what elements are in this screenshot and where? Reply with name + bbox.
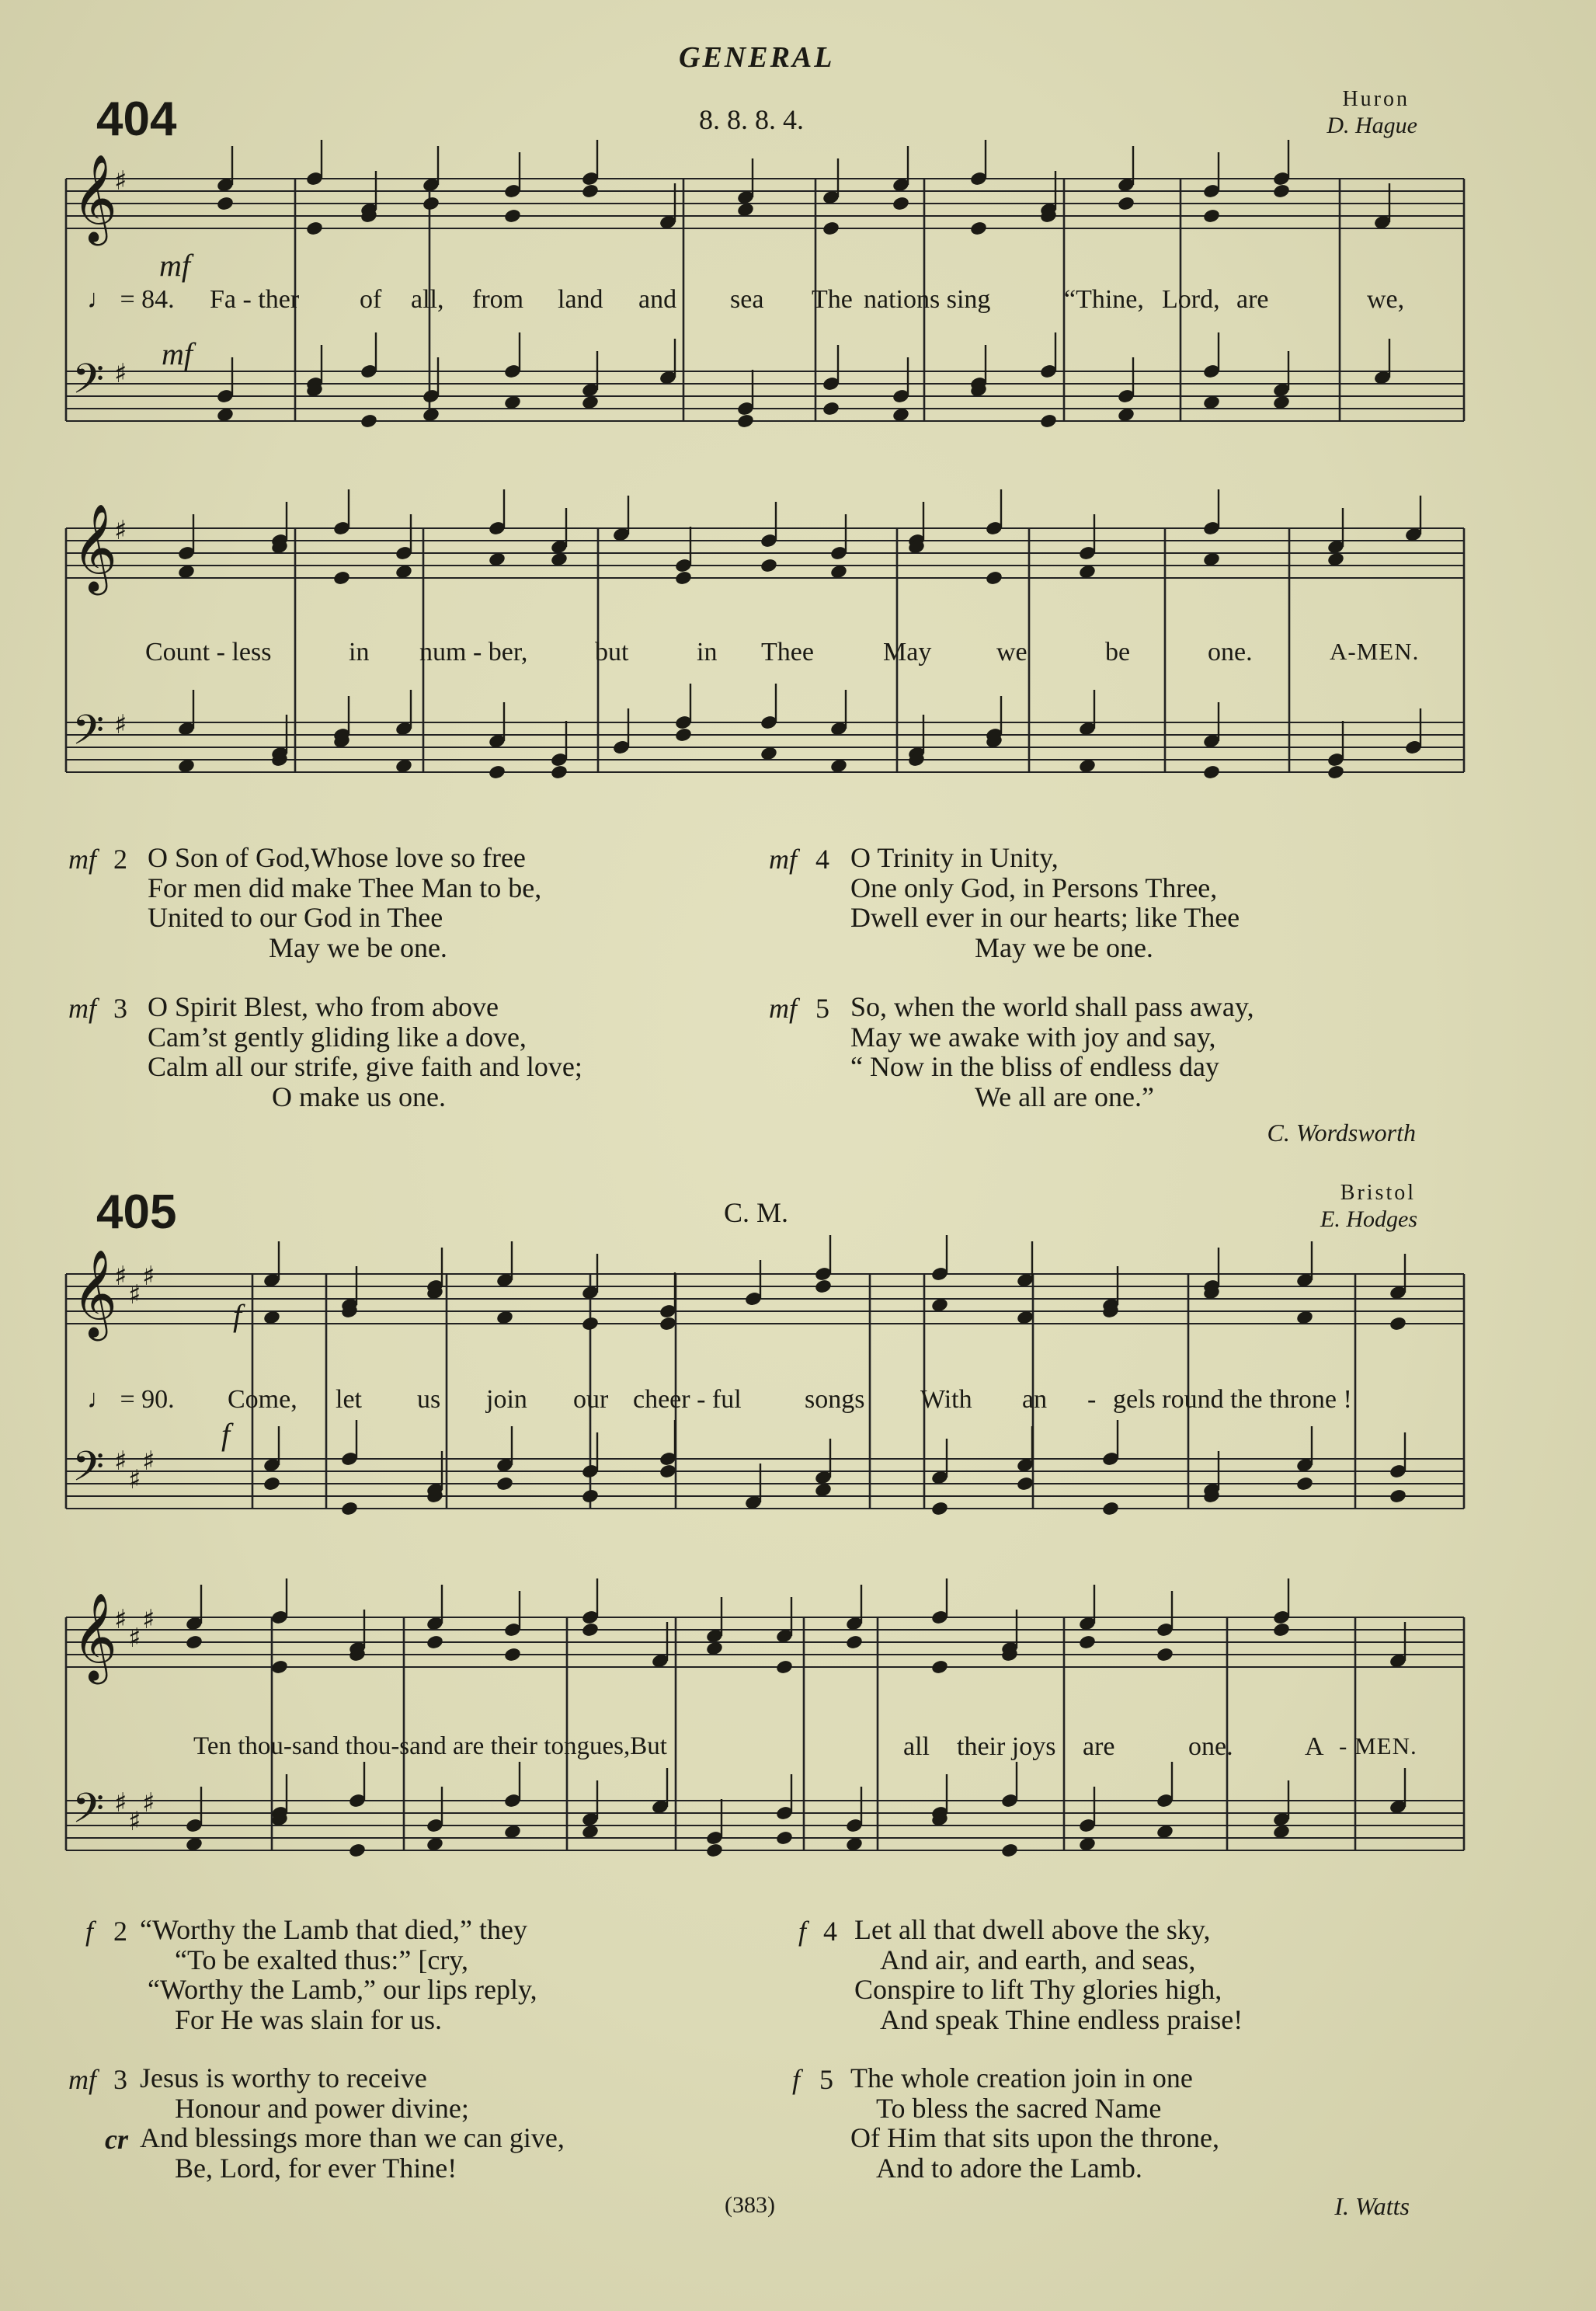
verse-line: May we be one. [975, 931, 1153, 963]
verse-2-dynamic: mf [68, 844, 96, 875]
verse-line: And blessings more than we can give, [140, 2122, 565, 2153]
notehead [1272, 183, 1291, 200]
verse-line: Cam’st gently gliding like a dove, [148, 1021, 527, 1053]
lyric-syllable: but [595, 638, 629, 667]
running-head: GENERAL [679, 41, 835, 74]
notehead [348, 1843, 367, 1859]
verse-3-dynamic: mf [68, 2064, 96, 2095]
lyric-syllable: are [1236, 285, 1269, 314]
notehead [550, 764, 569, 781]
verse-line: The whole creation join in one [850, 2062, 1193, 2093]
verse-line: And speak Thine endless praise! [880, 2003, 1243, 2035]
lyric-syllable: all, [411, 285, 444, 314]
lyric-syllable: be [1105, 638, 1131, 667]
hymn-404-tempo: ♩ = 84. [87, 285, 175, 314]
lyric-syllable: land [558, 285, 603, 314]
notehead [1000, 1843, 1019, 1859]
sharp-icon: ♯ [114, 1446, 127, 1477]
notehead [1202, 208, 1221, 224]
notehead [426, 1634, 444, 1651]
lyric-syllable: in [697, 638, 718, 667]
notehead [581, 1622, 600, 1638]
notehead [822, 221, 840, 237]
treble-clef-icon: 𝄞 [72, 503, 117, 592]
sharp-icon: ♯ [114, 165, 127, 197]
verse-line: “ Now in the bliss of endless day [850, 1051, 1219, 1082]
verse-2-number: 2 [113, 1916, 127, 1947]
verse-5-dynamic: f [792, 2064, 801, 2095]
lyric-syllable: and [638, 285, 677, 314]
sharp-icon: ♯ [128, 1464, 141, 1495]
verse-line: Be, Lord, for ever Thine! [175, 2152, 457, 2184]
hymn-405-verse-3 [140, 2063, 565, 2183]
hymn-405-author: I. Watts [1334, 2192, 1410, 2220]
notehead [659, 1464, 677, 1480]
notehead [775, 1659, 794, 1676]
hymn-404-verse-3 [148, 992, 582, 1112]
verse-4-dynamic: f [798, 1916, 807, 1947]
verse-5-number: 5 [815, 993, 829, 1024]
lyric-syllable: all [903, 1732, 930, 1761]
hymn-404-bass-dynamic: mf [162, 336, 193, 371]
lyric-syllable: Ten thou-sand thou-sand are their tongues,But [193, 1732, 667, 1760]
notehead [1389, 1316, 1407, 1332]
notehead [674, 727, 693, 743]
lyric-syllable: Come, [228, 1385, 297, 1414]
verse-3-number: 3 [113, 993, 127, 1024]
verse-line: To bless the sacred Name [876, 2092, 1162, 2124]
bass-staff [66, 371, 1464, 421]
lyric-syllable: of [360, 285, 382, 314]
notehead [488, 764, 506, 781]
notehead [845, 1634, 864, 1651]
verse-line: “Worthy the Lamb,” our lips reply, [148, 1974, 537, 2005]
lyric-syllable: we, [1367, 285, 1405, 314]
verse-line: May we awake with joy and say, [850, 1021, 1216, 1053]
notehead [581, 1316, 600, 1332]
verse-line: May we be one. [269, 931, 447, 963]
lyric-syllable: “Thine, [1064, 285, 1144, 314]
notehead [422, 196, 440, 212]
hymn-405-verse-5 [850, 2063, 1219, 2183]
sharp-icon: ♯ [128, 1806, 141, 1837]
notehead [332, 570, 351, 586]
sharp-icon: ♯ [142, 1261, 155, 1292]
hymn-404-verse-4 [850, 843, 1240, 962]
lyric-syllable: Thee [761, 638, 814, 667]
notehead [705, 1843, 724, 1859]
notehead [814, 1279, 833, 1295]
lyric-syllable: The [812, 285, 853, 314]
lyric-syllable: join [486, 1385, 527, 1414]
hymn-405-composer: E. Hodges [1320, 1206, 1417, 1232]
verse-line: Conspire to lift Thy glories high, [854, 1974, 1222, 2005]
lyric-syllable: cheer - ful [633, 1385, 742, 1414]
notehead [1295, 1476, 1314, 1492]
treble-staff [66, 179, 1464, 228]
verse-line: O Spirit Blest, who from above [148, 991, 499, 1022]
verse-line: We all are one.” [975, 1081, 1154, 1112]
lyric-amen: - MEN. [1339, 1732, 1417, 1759]
lyric-syllable: nations sing [864, 285, 991, 314]
notehead [1327, 764, 1345, 781]
lyric-syllable: Fa - ther [210, 285, 300, 314]
verse-line: United to our God in Thee [148, 902, 443, 933]
sharp-icon: ♯ [128, 1279, 141, 1310]
notehead [1117, 196, 1135, 212]
verse-line: So, when the world shall pass away, [850, 991, 1254, 1022]
bass-clef-icon: 𝄢 [72, 356, 105, 413]
hymn-405-meter: C. M. [724, 1197, 789, 1228]
notehead [775, 1830, 794, 1846]
lyric-syllable: from [472, 285, 524, 314]
notehead [185, 1634, 203, 1651]
verse-5-number: 5 [819, 2064, 833, 2095]
notehead [674, 570, 693, 586]
notehead [1389, 1488, 1407, 1505]
notehead [263, 1476, 281, 1492]
verse-line: Let all that dwell above the sky, [854, 1914, 1211, 1945]
sharp-icon: ♯ [142, 1787, 155, 1819]
lyric-syllable: are [1083, 1732, 1115, 1761]
notehead [1272, 1622, 1291, 1638]
notehead [1016, 1476, 1034, 1492]
verse-line: Honour and power divine; [175, 2092, 469, 2124]
verse-line: For He was slain for us. [175, 2003, 442, 2035]
hymn-405-bass-dynamic: f [221, 1417, 231, 1452]
notehead [581, 1488, 600, 1505]
lyric-syllable: A [1305, 1732, 1324, 1761]
treble-clef-icon: 𝄞 [72, 154, 117, 242]
notehead [581, 183, 600, 200]
notehead [985, 570, 1003, 586]
hymn-404-meter: 8. 8. 8. 4. [699, 104, 804, 135]
lyric-syllable: our [573, 1385, 609, 1414]
hymn-405-verse-4 [854, 1915, 1243, 2034]
verse-line: O Son of God,Whose love so free [148, 842, 526, 873]
lyric-syllable: sea [730, 285, 764, 314]
notehead [305, 221, 324, 237]
lyric-syllable: we [996, 638, 1027, 667]
sharp-icon: ♯ [114, 709, 127, 740]
sharp-icon: ♯ [128, 1623, 141, 1654]
sharp-icon: ♯ [114, 1261, 127, 1292]
notehead [360, 413, 378, 430]
verse-line: O Trinity in Unity, [850, 842, 1059, 873]
notehead [216, 196, 235, 212]
treble-clef-icon: 𝄞 [72, 1249, 117, 1338]
sharp-icon: ♯ [142, 1604, 155, 1635]
notehead [1101, 1501, 1120, 1517]
verse-3-dynamic: mf [68, 993, 96, 1024]
hymn-404-number: 404 [96, 92, 177, 146]
verse-3-number: 3 [113, 2064, 127, 2095]
lyric-syllable: one. [1208, 638, 1253, 667]
verse-line: “To be exalted thus:” [cry, [175, 1944, 468, 1975]
notehead [892, 196, 910, 212]
notehead [1078, 1634, 1097, 1651]
lyric-syllable: May [883, 638, 932, 667]
hymn-405-verse-2 [140, 1915, 537, 2034]
verse-line: Jesus is worthy to receive [140, 2062, 427, 2093]
verse-line: O make us one. [272, 1081, 446, 1112]
verse-line: Of Him that sits upon the throne, [850, 2122, 1219, 2153]
lyric-syllable: let [336, 1385, 362, 1414]
lyric-amen: A-MEN. [1330, 638, 1420, 665]
verse-3-crescendo: cr [105, 2124, 128, 2155]
lyric-syllable: Count - less [145, 638, 272, 667]
hymn-405-tempo: ♩ = 90. [87, 1385, 175, 1414]
lyric-syllable: Lord, [1162, 285, 1220, 314]
verse-line: And air, and earth, and seas, [880, 1944, 1196, 1975]
hymn-404-dynamic: mf [159, 248, 190, 283]
hymn-405-number: 405 [96, 1185, 177, 1239]
notehead [822, 401, 840, 417]
page-number: (383) [725, 2192, 775, 2218]
bass-clef-icon: 𝄢 [72, 1443, 105, 1501]
lyric-syllable: num - ber, [419, 638, 528, 667]
notehead [495, 1476, 514, 1492]
sharp-icon: ♯ [114, 515, 127, 546]
hymn-405-dynamic: f [233, 1298, 242, 1333]
notehead [503, 1647, 522, 1663]
notehead [503, 208, 522, 224]
lyric-syllable: With [920, 1385, 972, 1414]
notehead [760, 558, 778, 574]
lyric-syllable: us [417, 1385, 441, 1414]
sharp-icon: ♯ [142, 1446, 155, 1477]
verse-2-dynamic: f [85, 1916, 94, 1947]
sharp-icon: ♯ [114, 1787, 127, 1819]
lyric-syllable: an [1022, 1385, 1048, 1414]
bass-clef-icon: 𝄢 [72, 1785, 105, 1843]
verse-line: One only God, in Persons Three, [850, 872, 1218, 903]
lyric-syllable: gels round the throne ! [1113, 1385, 1352, 1414]
sharp-icon: ♯ [114, 358, 127, 389]
sharp-icon: ♯ [114, 1604, 127, 1635]
hymn-404-composer: D. Hague [1327, 113, 1417, 138]
treble-clef-icon: 𝄞 [72, 1592, 117, 1681]
bass-clef-icon: 𝄢 [72, 707, 105, 764]
verse-4-number: 4 [815, 844, 829, 875]
verse-line: Calm all our strife, give faith and love; [148, 1051, 582, 1082]
verse-line: “Worthy the Lamb that died,” they [140, 1914, 527, 1945]
hymn-404-verse-5 [850, 992, 1254, 1112]
verse-5-dynamic: mf [769, 993, 797, 1024]
notehead [659, 1316, 677, 1332]
notehead [270, 1659, 289, 1676]
hymn-404-verse-2 [148, 843, 541, 962]
notehead [1202, 764, 1221, 781]
hymn-404-author: C. Wordsworth [1267, 1119, 1416, 1147]
hymn-405-tune-name: Bristol [1340, 1181, 1416, 1205]
bass-staff [66, 1801, 1464, 1850]
hymn-404-tune-name: Huron [1342, 87, 1410, 111]
lyric-syllable: one. [1188, 1732, 1233, 1761]
verse-line: Dwell ever in our hearts; like Thee [850, 902, 1240, 933]
verse-4-number: 4 [823, 1916, 837, 1947]
notehead [736, 413, 755, 430]
notehead [1039, 413, 1058, 430]
notehead [930, 1659, 949, 1676]
notehead [1156, 1647, 1174, 1663]
lyric-syllable: in [349, 638, 370, 667]
lyric-syllable: songs [805, 1385, 865, 1414]
lyric-syllable: their joys [957, 1732, 1056, 1761]
notehead [340, 1501, 359, 1517]
verse-2-number: 2 [113, 844, 127, 875]
treble-staff [66, 1617, 1464, 1667]
verse-line: And to adore the Lamb. [876, 2152, 1142, 2184]
notehead [930, 1501, 949, 1517]
notehead [969, 221, 988, 237]
verse-4-dynamic: mf [769, 844, 797, 875]
verse-line: For men did make Thee Man to be, [148, 872, 542, 903]
lyric-syllable: - [1087, 1385, 1097, 1414]
